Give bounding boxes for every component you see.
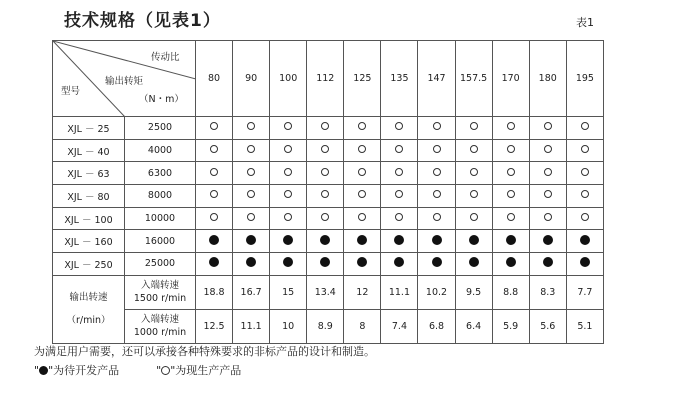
current-circle-icon (284, 145, 292, 153)
availability-cell (566, 139, 603, 162)
availability-cell (307, 117, 344, 140)
model-cell: XJL － 25 (53, 117, 125, 140)
ratio-header-5: 135 (381, 41, 418, 117)
availability-cell (307, 139, 344, 162)
ratio-header-9: 180 (529, 41, 566, 117)
availability-cell (233, 185, 270, 208)
speed-value-cell: 11.1 (233, 309, 270, 343)
developing-dot-icon (39, 366, 48, 375)
current-circle-icon (470, 122, 478, 130)
availability-cell (307, 207, 344, 230)
availability-cell (566, 207, 603, 230)
availability-cell (418, 185, 455, 208)
current-circle-icon (247, 145, 255, 153)
current-circle-icon (507, 213, 515, 221)
availability-cell (566, 162, 603, 185)
torque-cell: 16000 (125, 230, 196, 253)
note-custom: 为满足用户需要，还可以承接各种特殊要求的非标产品的设计和制造。 (34, 345, 375, 358)
speed-value-cell: 7.4 (381, 309, 418, 343)
developing-dot-icon (320, 235, 330, 245)
speed-value-cell: 18.8 (196, 275, 233, 309)
availability-cell (196, 162, 233, 185)
current-circle-icon (395, 122, 403, 130)
availability-cell (270, 139, 307, 162)
current-circle-icon (358, 122, 366, 130)
availability-cell (196, 230, 233, 253)
speed-value-cell: 12.5 (196, 309, 233, 343)
model-header-label: 型号 (61, 86, 81, 97)
availability-cell (418, 253, 455, 276)
page-title: 技术规格（见表1） (64, 11, 221, 31)
spec-table (52, 40, 604, 344)
current-circle-icon (433, 190, 441, 198)
current-circle-icon (321, 190, 329, 198)
availability-cell (270, 185, 307, 208)
current-circle-icon (581, 122, 589, 130)
current-circle-icon (395, 190, 403, 198)
developing-dot-icon (357, 257, 367, 267)
input-speed-cell (125, 275, 196, 309)
availability-cell (455, 230, 492, 253)
availability-cell (418, 230, 455, 253)
current-circle-icon (433, 213, 441, 221)
table-row (53, 207, 604, 230)
model-cell: XJL － 250 (53, 253, 125, 276)
current-circle-icon (581, 190, 589, 198)
current-circle-icon (470, 168, 478, 176)
current-circle-icon (544, 122, 552, 130)
model-cell: XJL － 63 (53, 162, 125, 185)
current-circle-icon (544, 213, 552, 221)
legend (34, 362, 241, 378)
availability-cell (381, 253, 418, 276)
availability-cell (196, 117, 233, 140)
legend-current: "为现生产产品 (170, 364, 242, 377)
torque-cell: 8000 (125, 185, 196, 208)
speed-value-cell: 15 (270, 275, 307, 309)
table-row (53, 230, 604, 253)
speed-value-cell: 5.1 (566, 309, 603, 343)
current-circle-icon (507, 145, 515, 153)
availability-cell (233, 139, 270, 162)
input-speed-value: 1500 r/min (133, 293, 187, 305)
developing-dot-icon (432, 235, 442, 245)
model-cell: XJL － 100 (53, 207, 125, 230)
speed-value-cell: 6.4 (455, 309, 492, 343)
speed-value-cell: 8.8 (492, 275, 529, 309)
availability-cell (492, 117, 529, 140)
availability-cell (344, 230, 381, 253)
availability-cell (344, 185, 381, 208)
speed-value-cell: 11.1 (381, 275, 418, 309)
availability-cell (529, 253, 566, 276)
current-circle-icon (470, 213, 478, 221)
availability-cell (418, 117, 455, 140)
developing-dot-icon (283, 235, 293, 245)
availability-cell (233, 230, 270, 253)
current-circle-icon (210, 145, 218, 153)
availability-cell (492, 230, 529, 253)
current-circle-icon (284, 213, 292, 221)
speed-value-cell: 8.9 (307, 309, 344, 343)
ratio-header-10: 195 (566, 41, 603, 117)
speed-value-cell: 9.5 (455, 275, 492, 309)
current-circle-icon (247, 190, 255, 198)
availability-cell (196, 139, 233, 162)
ratio-header-6: 147 (418, 41, 455, 117)
availability-cell (270, 162, 307, 185)
availability-cell (418, 162, 455, 185)
developing-dot-icon (394, 257, 404, 267)
speed-value-cell: 6.8 (418, 309, 455, 343)
developing-dot-icon (246, 235, 256, 245)
speed-value-cell: 5.9 (492, 309, 529, 343)
current-circle-icon (507, 190, 515, 198)
input-speed-label: 入端转速 (140, 280, 179, 292)
current-circle-icon (321, 168, 329, 176)
availability-cell (529, 139, 566, 162)
availability-cell (381, 207, 418, 230)
current-circle-icon (321, 213, 329, 221)
availability-cell (344, 207, 381, 230)
current-circle-icon (544, 190, 552, 198)
table-row (53, 253, 604, 276)
ratio-header-3: 112 (307, 41, 344, 117)
header-diagonal-cell (53, 41, 196, 117)
developing-dot-icon (580, 235, 590, 245)
current-circle-icon (358, 168, 366, 176)
availability-cell (566, 117, 603, 140)
availability-cell (529, 230, 566, 253)
availability-cell (307, 230, 344, 253)
torque-cell: 10000 (125, 207, 196, 230)
availability-cell (344, 117, 381, 140)
availability-cell (233, 253, 270, 276)
current-circle-icon (544, 168, 552, 176)
availability-cell (381, 230, 418, 253)
model-cell: XJL － 80 (53, 185, 125, 208)
availability-cell (529, 162, 566, 185)
current-circle-icon (358, 190, 366, 198)
speed-value-cell: 8.3 (529, 275, 566, 309)
current-circle-icon (395, 213, 403, 221)
torque-cell: 6300 (125, 162, 196, 185)
input-speed-value: 1000 r/min (133, 327, 187, 339)
legend-developing: "为待开发产品 (48, 364, 120, 377)
current-circle-icon (395, 168, 403, 176)
ratio-header-7: 157.5 (455, 41, 492, 117)
ratio-header-2: 100 (270, 41, 307, 117)
availability-cell (418, 139, 455, 162)
availability-cell (344, 253, 381, 276)
developing-dot-icon (543, 235, 553, 245)
current-circle-icon (247, 213, 255, 221)
availability-cell (418, 207, 455, 230)
availability-cell (270, 117, 307, 140)
availability-cell (307, 185, 344, 208)
availability-cell (381, 162, 418, 185)
availability-cell (233, 162, 270, 185)
torque-cell: 4000 (125, 139, 196, 162)
table-row (53, 117, 604, 140)
current-circle-icon (433, 145, 441, 153)
current-circle-icon (210, 122, 218, 130)
table-row (53, 185, 604, 208)
developing-dot-icon (469, 257, 479, 267)
developing-dot-icon (246, 257, 256, 267)
availability-cell (566, 253, 603, 276)
output-speed-label-cell (53, 275, 125, 343)
availability-cell (196, 185, 233, 208)
availability-cell (270, 253, 307, 276)
speed-value-cell: 5.6 (529, 309, 566, 343)
developing-dot-icon (209, 257, 219, 267)
availability-cell (529, 207, 566, 230)
current-circle-icon (470, 145, 478, 153)
availability-cell (381, 139, 418, 162)
availability-cell (233, 207, 270, 230)
availability-cell (381, 185, 418, 208)
current-circle-icon (544, 145, 552, 153)
availability-cell (566, 230, 603, 253)
availability-cell (196, 253, 233, 276)
torque-cell: 25000 (125, 253, 196, 276)
ratio-header-0: 80 (196, 41, 233, 117)
availability-cell (455, 162, 492, 185)
current-circle-icon (210, 213, 218, 221)
speed-value-cell: 16.7 (233, 275, 270, 309)
current-circle-icon (321, 145, 329, 153)
legend-dev-prefix: " (34, 364, 40, 377)
input-speed-cell (125, 309, 196, 343)
availability-cell (344, 139, 381, 162)
current-circle-icon (247, 168, 255, 176)
current-circle-icon (581, 168, 589, 176)
ratio-header-label: 传动比 (151, 52, 180, 63)
developing-dot-icon (506, 235, 516, 245)
availability-cell (455, 139, 492, 162)
availability-cell (492, 162, 529, 185)
torque-cell: 2500 (125, 117, 196, 140)
current-circle-icon (433, 122, 441, 130)
legend-cur-prefix: " (156, 364, 162, 377)
ratio-header-8: 170 (492, 41, 529, 117)
current-circle-icon (581, 145, 589, 153)
ratio-header-1: 90 (233, 41, 270, 117)
availability-cell (233, 117, 270, 140)
availability-cell (455, 117, 492, 140)
developing-dot-icon (320, 257, 330, 267)
speed-value-cell: 12 (344, 275, 381, 309)
model-cell: XJL － 40 (53, 139, 125, 162)
output-speed-label: 输出转速 (69, 292, 108, 304)
developing-dot-icon (432, 257, 442, 267)
current-circle-icon (210, 190, 218, 198)
availability-cell (307, 253, 344, 276)
current-circle-icon (507, 122, 515, 130)
table-row (53, 139, 604, 162)
speed-value-cell: 8 (344, 309, 381, 343)
availability-cell (492, 185, 529, 208)
current-circle-icon (358, 213, 366, 221)
ratio-header-4: 125 (344, 41, 381, 117)
availability-cell (270, 230, 307, 253)
developing-dot-icon (283, 257, 293, 267)
speed-value-cell: 10.2 (418, 275, 455, 309)
speed-row (53, 275, 604, 309)
header-row (53, 41, 604, 117)
speed-row (53, 309, 604, 343)
developing-dot-icon (469, 235, 479, 245)
speed-value-cell: 13.4 (307, 275, 344, 309)
developing-dot-icon (394, 235, 404, 245)
current-circle-icon (395, 145, 403, 153)
availability-cell (529, 117, 566, 140)
availability-cell (270, 207, 307, 230)
current-circle-icon (358, 145, 366, 153)
torque-header-label: 输出转矩 (105, 76, 144, 87)
speed-value-cell: 7.7 (566, 275, 603, 309)
table-row (53, 162, 604, 185)
developing-dot-icon (580, 257, 590, 267)
availability-cell (307, 162, 344, 185)
torque-unit-label: （N・m） (139, 94, 184, 105)
developing-dot-icon (209, 235, 219, 245)
developing-dot-icon (357, 235, 367, 245)
availability-cell (455, 253, 492, 276)
current-circle-icon (284, 122, 292, 130)
availability-cell (492, 207, 529, 230)
availability-cell (381, 117, 418, 140)
current-circle-icon (321, 122, 329, 130)
table-tag: 表1 (576, 16, 594, 29)
availability-cell (196, 207, 233, 230)
current-circle-icon (284, 190, 292, 198)
model-cell: XJL － 160 (53, 230, 125, 253)
input-speed-label: 入端转速 (140, 314, 179, 326)
current-circle-icon (433, 168, 441, 176)
availability-cell (566, 185, 603, 208)
availability-cell (344, 162, 381, 185)
output-speed-unit: （r/min） (66, 315, 111, 327)
current-circle-icon (507, 168, 515, 176)
developing-dot-icon (543, 257, 553, 267)
availability-cell (455, 207, 492, 230)
availability-cell (529, 185, 566, 208)
current-circle-icon (284, 168, 292, 176)
current-circle-icon (210, 168, 218, 176)
availability-cell (492, 139, 529, 162)
availability-cell (492, 253, 529, 276)
current-circle-icon (161, 366, 170, 375)
availability-cell (455, 185, 492, 208)
current-circle-icon (247, 122, 255, 130)
developing-dot-icon (506, 257, 516, 267)
current-circle-icon (470, 190, 478, 198)
speed-value-cell: 10 (270, 309, 307, 343)
current-circle-icon (581, 213, 589, 221)
